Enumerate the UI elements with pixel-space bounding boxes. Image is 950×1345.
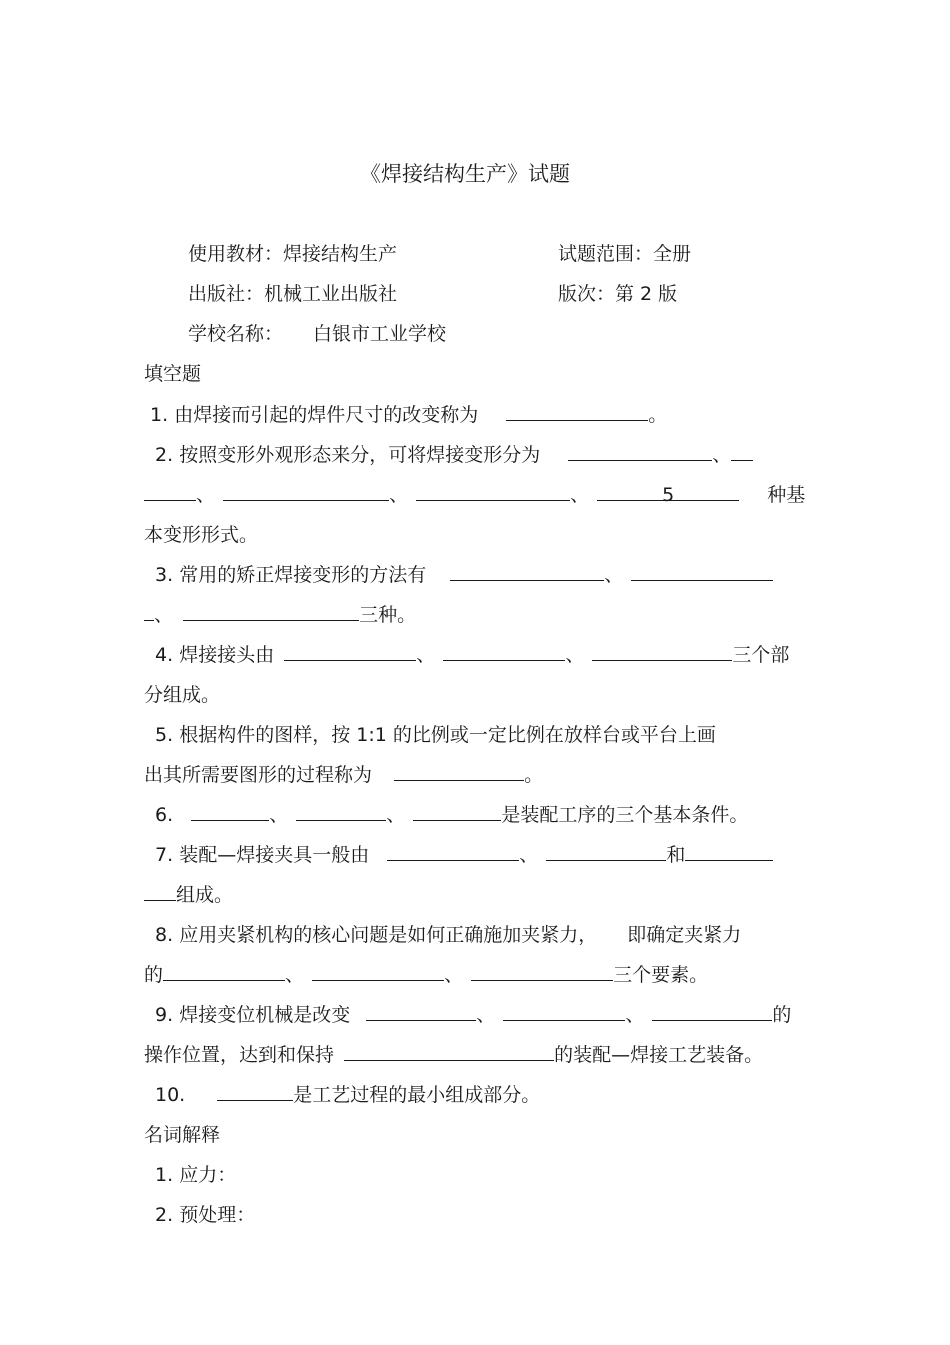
scope-info: 试题范围：全册 — [558, 243, 692, 265]
term-text: 应力： — [179, 1164, 237, 1186]
answer-blank[interactable] — [506, 402, 648, 421]
question-2-cont: 、 、 、 5 种基 — [144, 482, 805, 508]
question-4: 4. 焊接接头由 、 、 三个部 — [155, 644, 790, 666]
question-text: 装配—焊接夹具一般由 — [179, 844, 370, 866]
question-2-end: 本变形形式。 — [144, 524, 259, 546]
question-3: 3. 常用的矫正焊接变形的方法有 、 — [155, 562, 773, 588]
answer-blank[interactable] — [183, 602, 359, 621]
question-8: 8. 应用夹紧机构的核心问题是如何正确施加夹紧力， 即确定夹紧力 — [155, 924, 742, 946]
question-2: 2. 按照变形外观形态来分，可将焊接变形分为 、 — [155, 442, 753, 468]
answer-blank[interactable] — [631, 562, 773, 581]
publisher-info: 出版社：机械工业出版社 — [188, 283, 398, 305]
question-number: 6. — [155, 804, 174, 826]
answer-blank[interactable] — [144, 602, 154, 621]
question-7-cont: 组成。 — [144, 882, 233, 908]
answer-blank[interactable] — [413, 802, 501, 821]
question-number: 3. — [155, 564, 174, 586]
question-1: 1. 由焊接而引起的焊件尺寸的改变称为 。 — [150, 404, 668, 426]
answer-blank[interactable] — [546, 842, 666, 861]
question-3-cont: 、 三种。 — [144, 602, 416, 628]
question-8-cont: 的 、 、 三个要素。 — [144, 964, 709, 986]
question-9: 9. 焊接变位机械是改变 、 、 的 — [155, 1004, 792, 1026]
school-label: 学校名称： — [188, 323, 284, 345]
answer-blank[interactable] — [652, 1002, 772, 1021]
term-1 — [155, 1162, 236, 1188]
filled-answer[interactable]: 5 — [597, 482, 739, 501]
question-5 — [155, 722, 716, 748]
answer-blank[interactable] — [503, 1002, 625, 1021]
answer-blank[interactable] — [191, 802, 269, 821]
question-number: 7. — [155, 844, 174, 866]
question-number: 2. — [155, 444, 174, 466]
question-4-end: 分组成。 — [144, 684, 221, 706]
answer-blank[interactable] — [568, 442, 712, 461]
answer-blank[interactable] — [471, 962, 613, 981]
question-text: 由焊接而引起的焊件尺寸的改变称为 — [174, 404, 479, 426]
question-9-cont: 操作位置，达到和保持 的装配—焊接工艺装备。 — [144, 1044, 764, 1066]
answer-blank[interactable] — [366, 1002, 476, 1021]
question-5-cont: 出其所需要图形的过程称为 。 — [144, 764, 544, 786]
answer-blank[interactable] — [296, 802, 386, 821]
question-text: 焊接接头由 — [179, 644, 275, 666]
question-number: 5. — [155, 724, 174, 746]
answer-blank[interactable] — [312, 962, 444, 981]
question-number: 4. — [155, 644, 174, 666]
exam-title: 《焊接结构生产》试题 — [360, 162, 570, 186]
question-6: 6. 、 、 是装配工序的三个基本条件。 — [155, 804, 749, 826]
answer-blank[interactable] — [387, 842, 519, 861]
question-number: 1. — [155, 1164, 174, 1186]
answer-blank[interactable] — [731, 442, 753, 461]
question-7: 7. 装配—焊接夹具一般由 、 和 — [155, 842, 773, 868]
answer-blank[interactable] — [217, 1082, 293, 1101]
answer-blank[interactable] — [163, 962, 285, 981]
school-name: 白银市工业学校 — [313, 323, 447, 345]
question-text: 按照变形外观形态来分，可将焊接变形分为 — [179, 444, 541, 466]
answer-blank[interactable] — [443, 642, 565, 661]
question-number: 2. — [155, 1204, 174, 1226]
textbook-info: 使用教材：焊接结构生产 — [188, 243, 398, 265]
answer-blank[interactable] — [344, 1042, 554, 1061]
answer-blank[interactable] — [144, 882, 176, 901]
edition-info: 版次：第 2 版 — [558, 283, 678, 305]
term-text: 预处理： — [179, 1204, 256, 1226]
answer-blank[interactable] — [223, 482, 389, 501]
question-number: 9. — [155, 1004, 174, 1026]
answer-blank[interactable] — [450, 562, 604, 581]
answer-blank[interactable] — [284, 642, 416, 661]
question-10: 10. 是工艺过程的最小组成部分。 — [155, 1084, 541, 1106]
section-terms: 名词解释 — [144, 1124, 221, 1146]
question-text: 根据构件的图样，按 1:1 的比例或一定比例在放样台或平台上画 — [179, 724, 716, 746]
question-text: 应用夹紧机构的核心问题是如何正确施加夹紧力， — [179, 924, 598, 946]
question-number: 1. — [150, 404, 169, 426]
question-text: 焊接变位机械是改变 — [179, 1004, 351, 1026]
term-2 — [155, 1202, 255, 1228]
answer-blank[interactable] — [416, 482, 570, 501]
section-fill-blank: 填空题 — [144, 363, 202, 385]
question-number: 10. — [155, 1084, 186, 1106]
answer-blank[interactable] — [394, 762, 524, 781]
question-number: 8. — [155, 924, 174, 946]
answer-blank[interactable] — [144, 482, 196, 501]
question-text: 常用的矫正焊接变形的方法有 — [179, 564, 427, 586]
answer-blank[interactable] — [592, 642, 732, 661]
answer-blank[interactable] — [685, 842, 773, 861]
